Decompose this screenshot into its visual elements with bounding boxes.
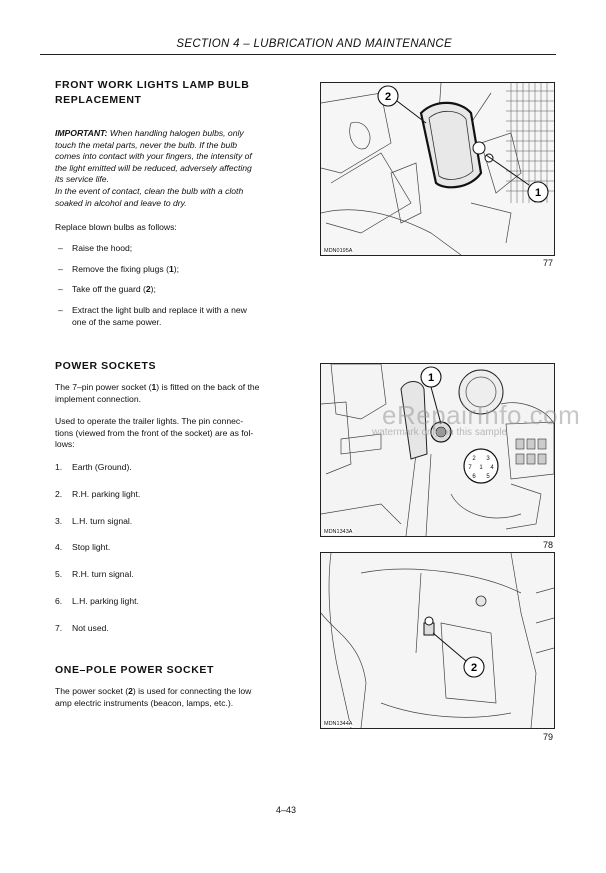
power-socket-description: The 7–pin power socket (1) is fitted on the back of the implement connection. (55, 382, 260, 404)
step-3: Take off the guard (2); (72, 284, 156, 294)
one-pole-description: The power socket (2) is used for connecting the low amp electric instruments (beacon, lamps, etc.). (55, 686, 252, 708)
figure-79-one-pole-socket (320, 552, 555, 729)
pin-number: 3. (55, 516, 63, 526)
section-title: SECTION 4 – LUBRICATION AND MAINTENANCE (176, 38, 452, 50)
pin-number: 2. (55, 489, 63, 499)
pin-description: Stop light. (72, 542, 111, 552)
watermark: eRepairInfo.com (382, 400, 581, 430)
heading-power-sockets: POWER SOCKETS (55, 360, 157, 372)
socket-pin-label: 3 (486, 456, 490, 462)
pin-description: L.H. parking light. (72, 596, 139, 606)
pin-number: 7. (55, 623, 63, 633)
list-dash: – (58, 264, 63, 274)
step-1: Raise the hood; (72, 243, 133, 253)
callout-label: 2 (470, 662, 478, 674)
figure-78-power-socket (320, 363, 555, 537)
pin-description: Not used. (72, 623, 109, 633)
pin-description: R.H. parking light. (72, 489, 141, 499)
socket-pin-label: 2 (472, 456, 476, 462)
callout-label: 1 (427, 372, 435, 384)
step-2: Remove the fixing plugs (1); (72, 264, 179, 274)
list-dash: – (58, 243, 63, 253)
socket-pin-label: 7 (468, 465, 472, 471)
page-number: 4–43 (276, 805, 297, 815)
figure-code: MDN1344A (324, 721, 353, 727)
power-socket-illustration (321, 364, 554, 536)
pin-number: 6. (55, 596, 63, 606)
callout-label: 2 (384, 91, 392, 103)
important-note: IMPORTANT: When handling halogen bulbs, only touch the metal parts, never the bulb. If the bulb comes into contact with your fingers, the intensity of the light emitted will be reduced, adversely affecting its service life. In the event of contact, clean the bulb with a cloth soaked in alcohol and leave to dry. (55, 128, 252, 208)
figure-77-lamp-assembly (320, 82, 555, 256)
pin-number: 1. (55, 462, 63, 472)
socket-pin-label: 5 (486, 474, 490, 480)
figure-code: MDN0195A (324, 248, 353, 254)
figure-number: 77 (542, 258, 553, 268)
watermark-subtext: watermark only on this sample (372, 427, 508, 438)
list-dash: – (58, 284, 63, 294)
pin-number: 4. (55, 542, 63, 552)
socket-pin-label: 6 (472, 474, 476, 480)
figure-number: 79 (542, 732, 553, 742)
pin-connections-intro: Used to operate the trailer lights. The pin connec- tions (viewed from the front of the socket) are as fol- lows: (55, 416, 254, 450)
pin-number: 5. (55, 569, 63, 579)
lamp-illustration (321, 83, 554, 255)
callout-label: 1 (534, 187, 542, 199)
step-4: Extract the light bulb and replace it with a new one of the same power. (72, 305, 247, 327)
one-pole-socket-illustration (321, 553, 554, 728)
steps-intro: Replace blown bulbs as follows: (55, 222, 177, 232)
heading-one-pole-socket: ONE–POLE POWER SOCKET (55, 664, 215, 676)
figure-number: 78 (542, 540, 553, 550)
socket-pin-label: 1 (479, 465, 483, 471)
heading-front-work-lights: FRONT WORK LIGHTS LAMP BULB REPLACEMENT (55, 79, 250, 106)
pin-description: Earth (Ground). (72, 462, 132, 472)
socket-pin-label: 4 (490, 465, 494, 471)
pin-description: L.H. turn signal. (72, 516, 133, 526)
page-header (40, 38, 556, 55)
list-dash: – (58, 305, 63, 315)
important-label: IMPORTANT: (55, 128, 108, 138)
pin-description: R.H. turn signal. (72, 569, 134, 579)
figure-code: MDN1343A (324, 529, 353, 535)
